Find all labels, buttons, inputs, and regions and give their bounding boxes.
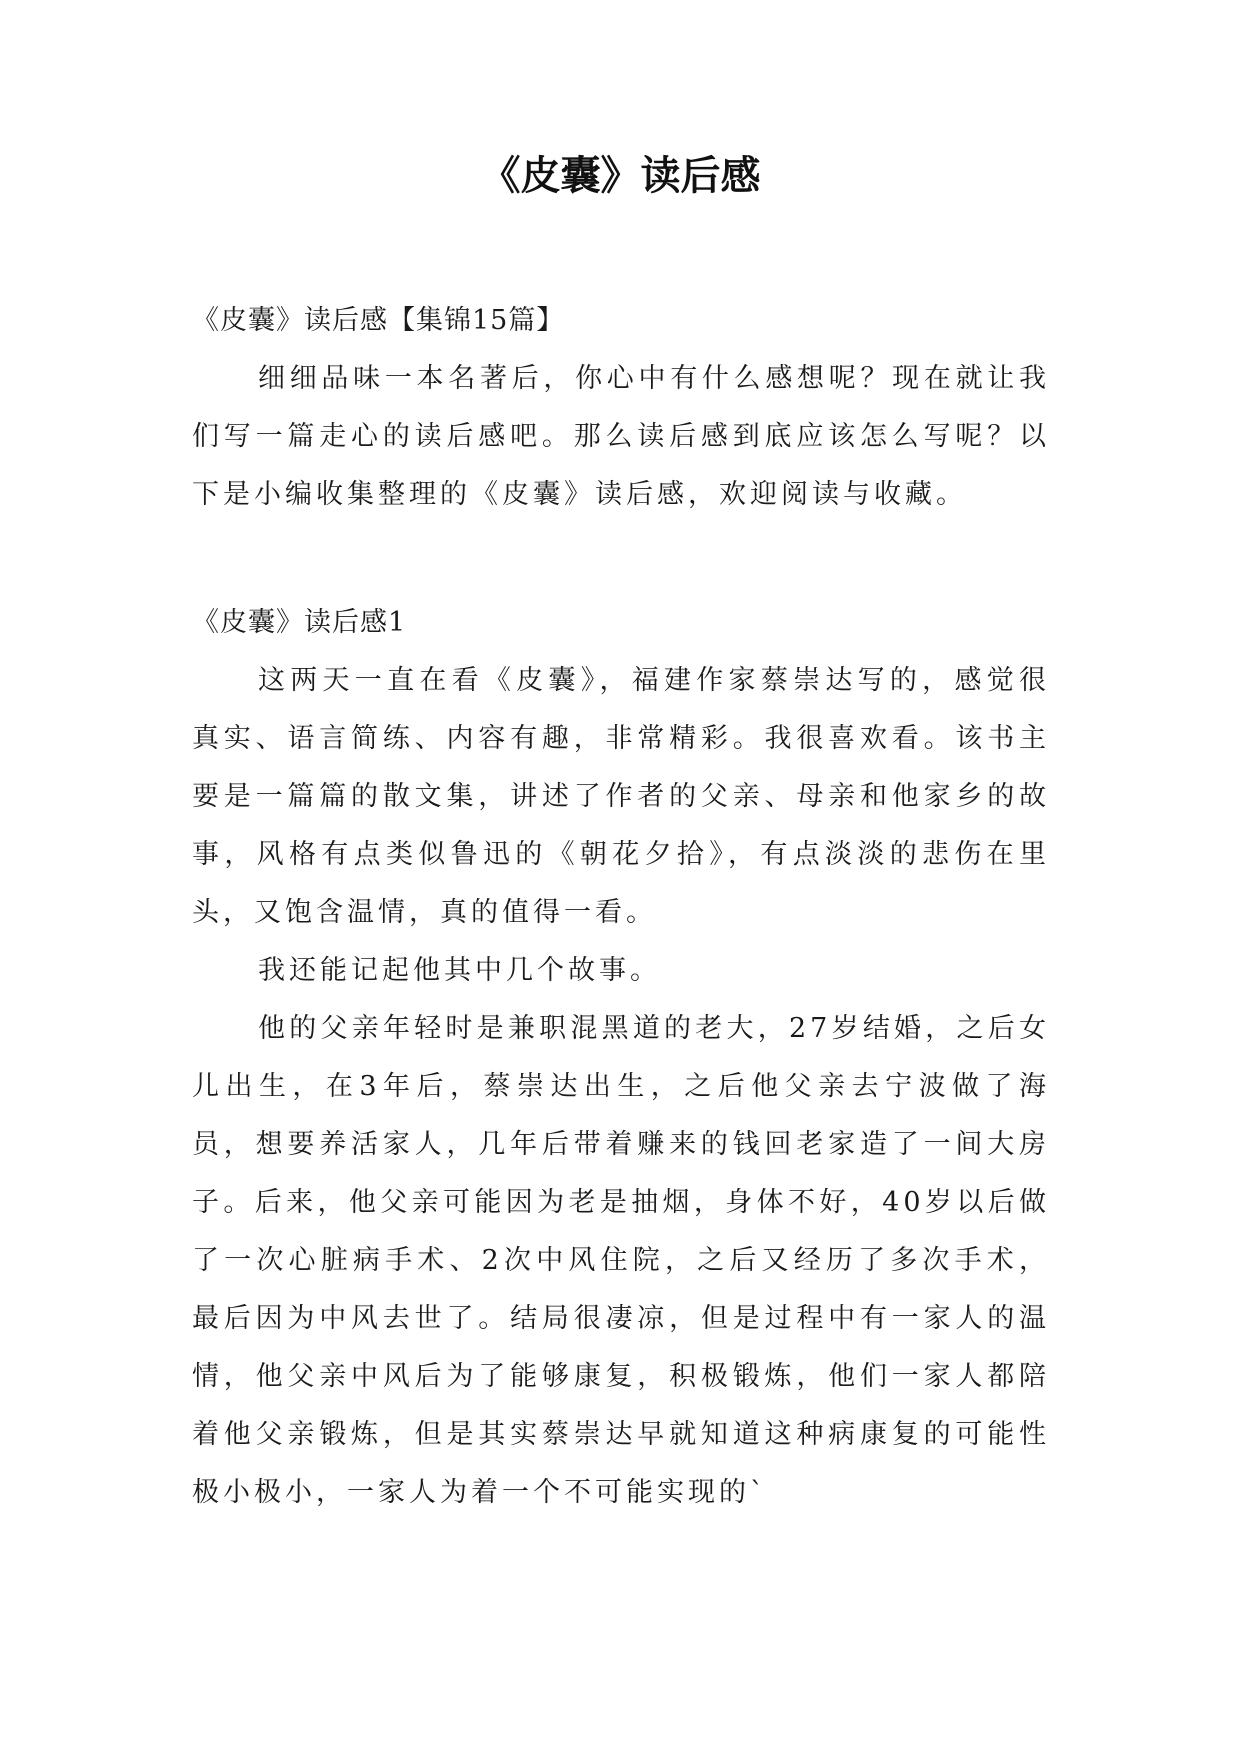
intro-paragraph: 细细品味一本名著后，你心中有什么感想呢？现在就让我们写一篇走心的读后感吧。那么读后感到底应该怎么写呢？以下是小编收集整理的《皮囊》读后感，欢迎阅读与收藏。	[192, 363, 1050, 510]
document-subtitle: 《皮囊》读后感【集锦15篇】	[192, 305, 565, 336]
document-body	[192, 292, 1050, 1522]
section-spacer	[192, 524, 1050, 594]
body-paragraph: 他的父亲年轻时是兼职混黑道的老大，27岁结婚，之后女儿出生，在3年后，蔡崇达出生，之后他父亲去宁波做了海员，想要养活家人，几年后带着赚来的钱回老家造了一间大房子。后来，他父亲可能因为老是抽烟，身体不好，40岁以后做了一次心脏病手术、2次中风住院，之后又经历了多次手术，最后因为中风去世了。结局很凄凉，但是过程中有一家人的温情，他父亲中风后为了能够康复，积极锻炼，他们一家人都陪着他父亲锻炼，但是其实蔡崇达早就知道这种病康复的可能性极小极小，一家人为着一个不可能实现的`	[192, 1013, 1050, 1508]
body-paragraph: 这两天一直在看《皮囊》，福建作家蔡崇达写的，感觉很真实、语言简练、内容有趣，非常精彩。我很喜欢看。该书主要是一篇篇的散文集，讲述了作者的父亲、母亲和他家乡的故事，风格有点类似鲁迅的《朝花夕拾》，有点淡淡的悲伤在里头，又饱含温情，真的值得一看。	[192, 665, 1050, 928]
body-paragraph: 我还能记起他其中几个故事。	[258, 955, 661, 986]
document-title: 《皮囊》读后感	[480, 153, 761, 199]
section-heading: 《皮囊》读后感1	[192, 607, 407, 638]
